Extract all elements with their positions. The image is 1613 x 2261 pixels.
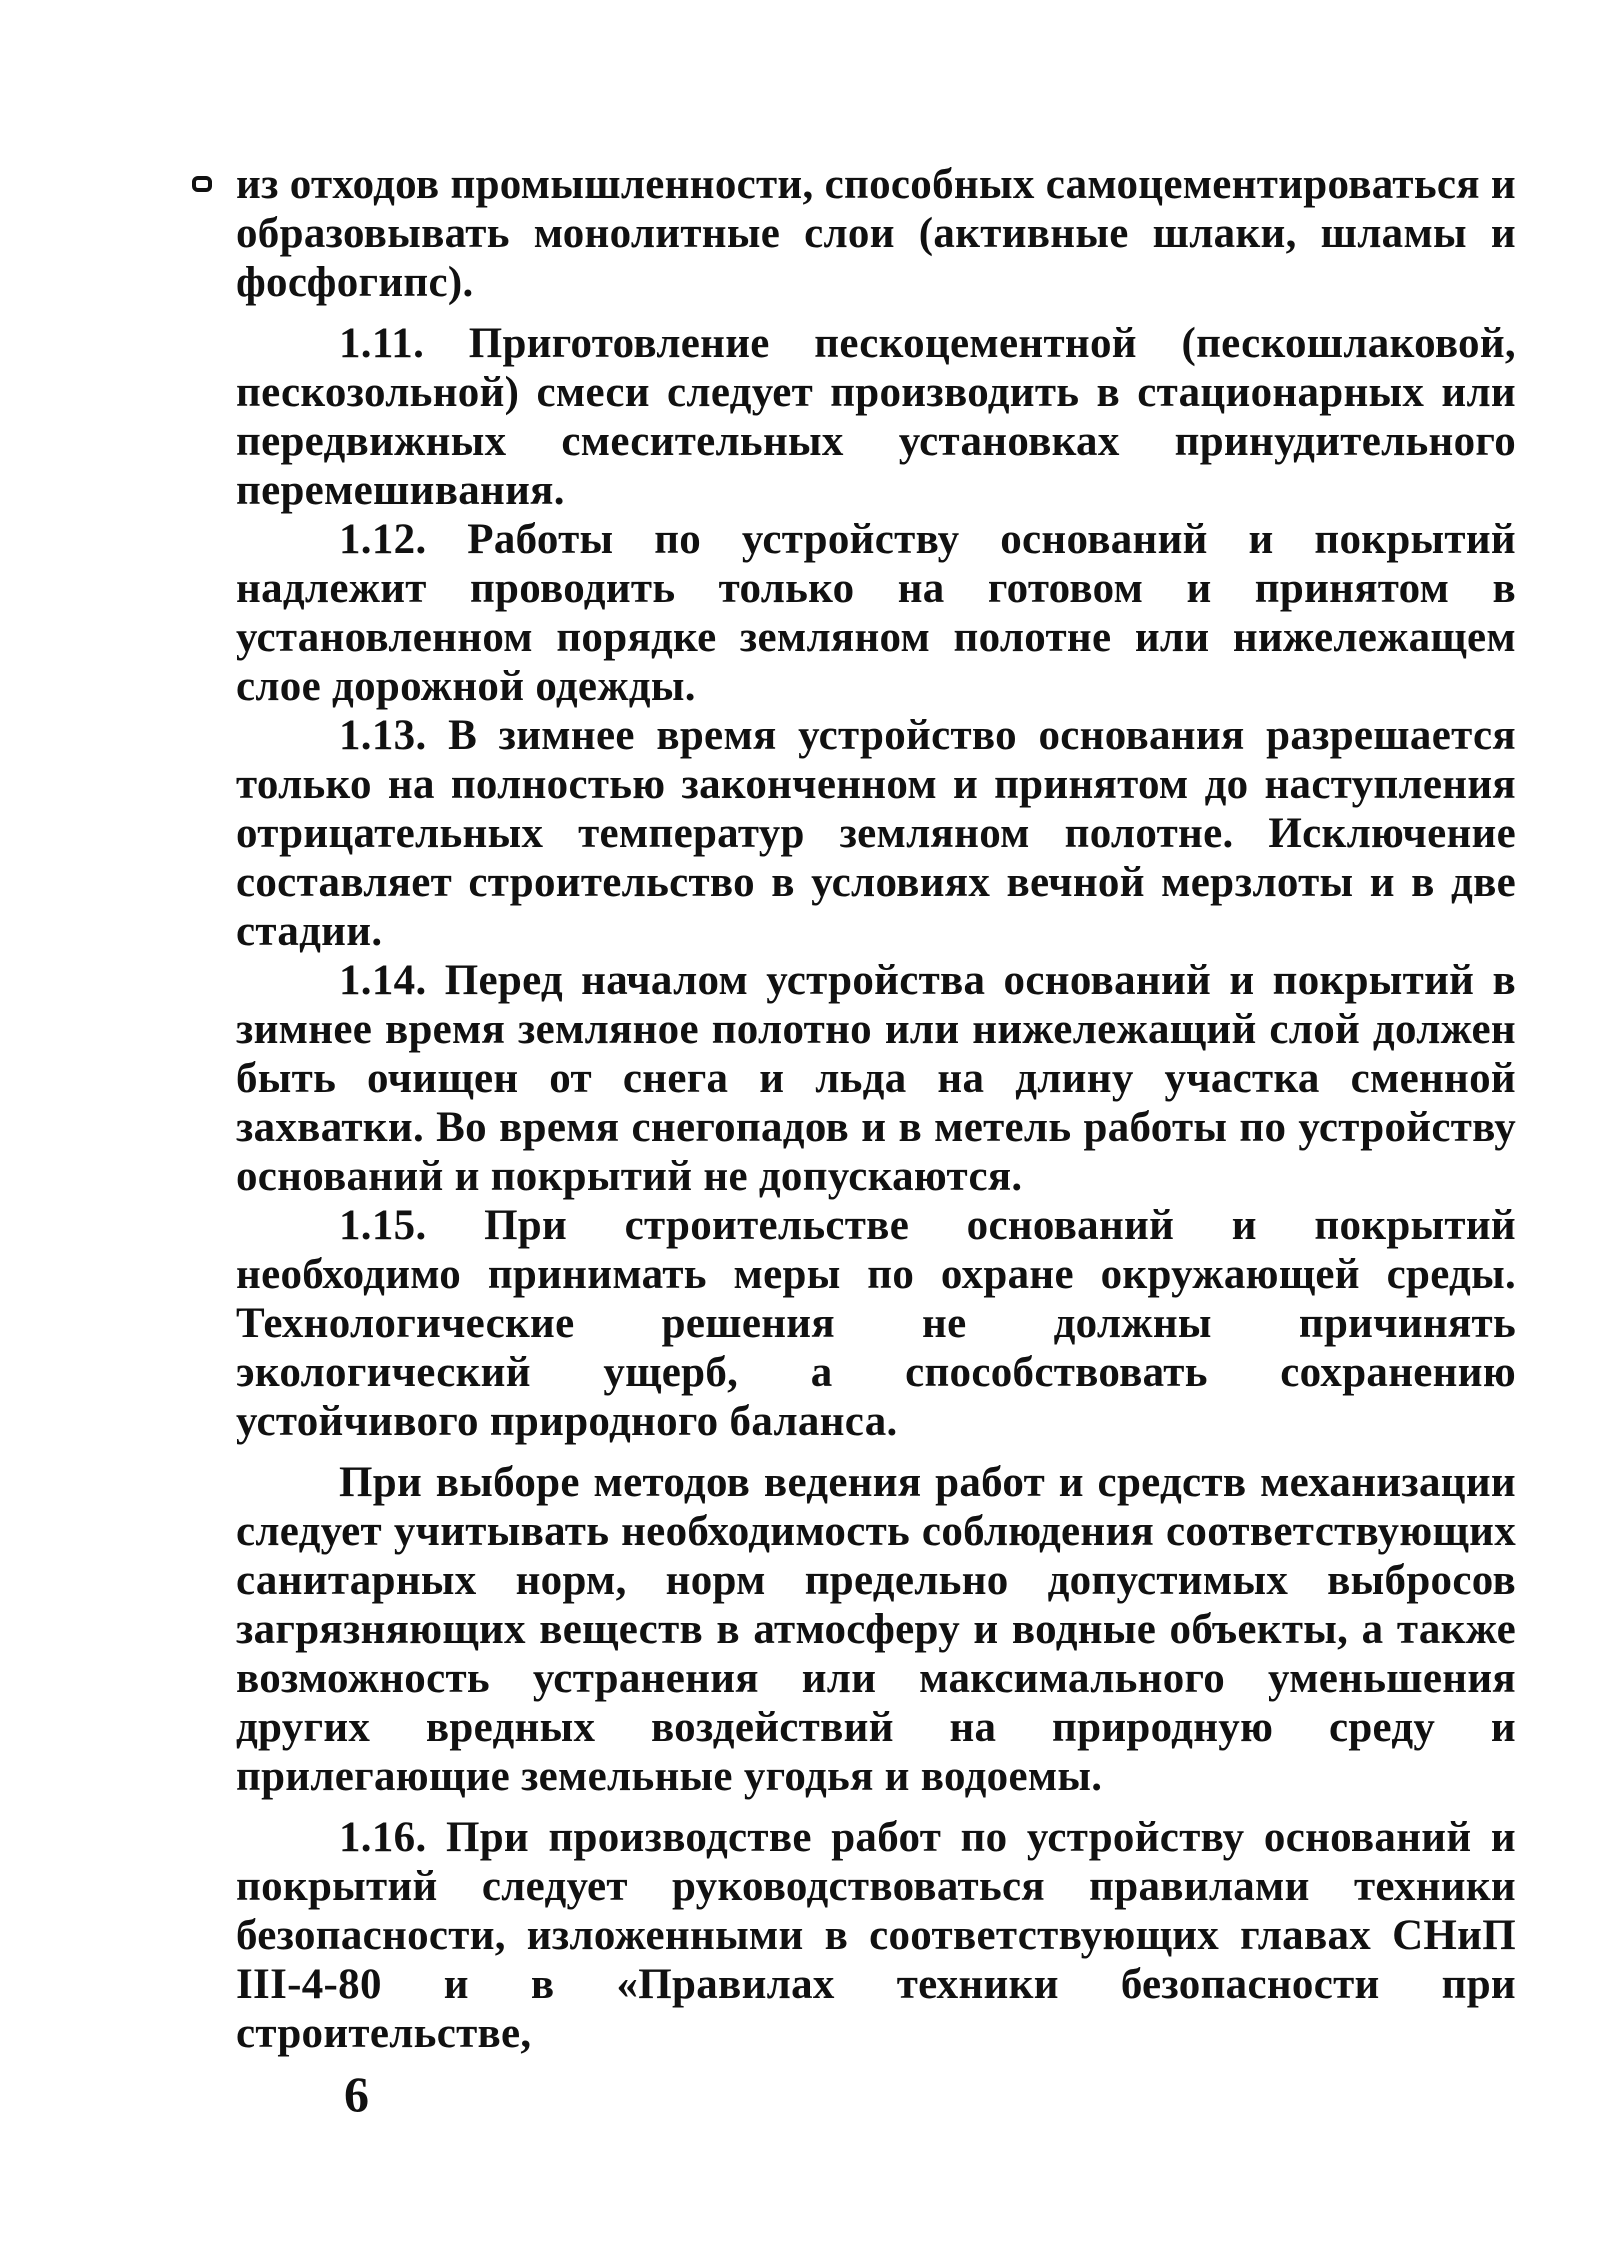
bullet-paragraph: из отходов промышленности, способных самоцементироваться и образовывать монолитные слои (активные шлаки, шламы и фосфогипс). bbox=[236, 161, 1516, 306]
paragraph-1-13: 1.13. В зимнее время устройство основания разрешается только на полностью законченном и принятом до наступления отрицательных температур земляном полотне. Исключение составляет строительство в условиях вечной мерзлоты и в две стадии. bbox=[236, 712, 1516, 955]
document-page bbox=[236, 160, 1516, 2058]
paragraph-1-15: 1.15. При строительстве оснований и покрытий необходимо принимать меры по охране окружающей среды. Технологические решения не должны причинять экологический ущерб, а способствовать сохранению устойчивого природного баланса. bbox=[236, 1202, 1516, 1445]
paragraph-environment: При выборе методов ведения работ и средств механизации следует учитывать необходимость соблюдения соответствующих санитарных норм, норм предельно допустимых выбросов загрязняющих веществ в атмосферу и водные объекты, а также возможность устранения или максимального уменьшения других вредных воздействий на природную среду и прилегающие земельные угодья и водоемы. bbox=[236, 1459, 1516, 1800]
bullet-item bbox=[136, 160, 1516, 307]
paragraph-1-14: 1.14. Перед началом устройства оснований и покрытий в зимнее время земляное полотно или нижележащий слой должен быть очищен от снега и льда на длину участка сменной захватки. Во время снегопадов и в метель работы по устройству оснований и покрытий не допускаются. bbox=[236, 957, 1516, 1200]
paragraph-1-12: 1.12. Работы по устройству оснований и покрытий надлежит проводить только на готовом и принятом в установленном порядке земляном полотне или нижележащем слое дорожной одежды. bbox=[236, 516, 1516, 710]
page-number: 6 bbox=[344, 2066, 369, 2122]
checkbox-bullet-icon bbox=[192, 176, 212, 192]
paragraph-1-16: 1.16. При производстве работ по устройству оснований и покрытий следует руководствоваться правилами техники безопасности, изложенными в соответствующих главах СНиП III-4-80 и в «Правилах техники безопасности при строительстве, bbox=[236, 1814, 1516, 2057]
paragraph-1-11: 1.11. Приготовление пескоцементной (пескошлаковой, пескозольной) смеси следует производить в стационарных или передвижных смесительных установках принудительного перемешивания. bbox=[236, 320, 1516, 514]
